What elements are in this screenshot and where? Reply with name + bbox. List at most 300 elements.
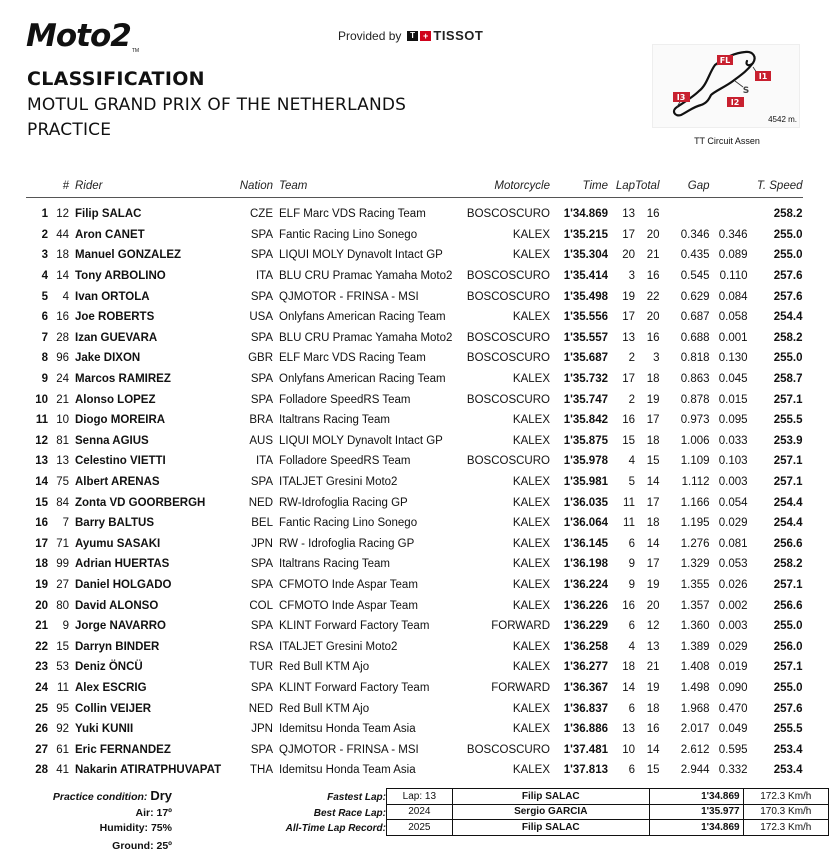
rider-motorcycle: KALEX: [512, 723, 550, 736]
rider-position: 21: [35, 620, 48, 633]
rider-number: 80: [56, 599, 69, 612]
table-row: [26, 492, 803, 513]
rider-number: 9: [62, 620, 69, 633]
session-name: PRACTICE: [27, 120, 112, 140]
lap-time: 1'35.557: [563, 331, 608, 344]
rider-nation: SPA: [250, 290, 273, 303]
rider-name: Adrian HUERTAS: [75, 558, 170, 571]
rider-name: Diogo MOREIRA: [75, 414, 166, 427]
fastest-lap-rider: Filip SALAC: [452, 789, 649, 805]
rider-position: 5: [41, 290, 48, 303]
best-lap-number: 13: [622, 331, 635, 344]
rider-nation: JPN: [251, 723, 273, 736]
gap-to-previous: 0.332: [718, 764, 748, 777]
rider-motorcycle: KALEX: [512, 517, 550, 530]
lap-record-label: All-Time Lap Record:: [285, 823, 386, 834]
best-race-lap-time: 1'35.977: [649, 804, 743, 820]
best-race-lap-speed: 170.3 Km/h: [743, 804, 828, 820]
gap-to-previous: 0.026: [718, 578, 748, 591]
col-speed: T. Speed: [748, 176, 803, 197]
ground-temp: Ground: 25º: [112, 839, 172, 852]
rider-nation: SPA: [250, 743, 273, 756]
rider-number: 71: [56, 537, 69, 550]
table-row: [26, 410, 803, 431]
rider-number: 12: [56, 208, 69, 221]
rider-motorcycle: KALEX: [512, 537, 550, 550]
rider-nation: CZE: [250, 208, 273, 221]
rider-name: Filip SALAC: [75, 208, 142, 221]
lap-record-ref: 2025: [387, 820, 453, 836]
rider-nation: THA: [250, 764, 273, 777]
gap-to-previous: 0.049: [718, 723, 748, 736]
total-laps: 20: [646, 311, 660, 324]
table-row: [26, 451, 803, 472]
rider-position: 24: [35, 681, 48, 694]
best-lap-number: 18: [622, 661, 635, 674]
rider-team: KLINT Forward Factory Team: [279, 620, 430, 633]
gap-to-first: 1.408: [680, 661, 710, 674]
rider-number: 10: [56, 414, 69, 427]
rider-motorcycle: KALEX: [512, 228, 550, 241]
rider-team: Italtrans Racing Team: [279, 414, 391, 427]
rider-nation: SPA: [250, 228, 273, 241]
rider-nation: NED: [248, 702, 273, 715]
rider-team: ELF Marc VDS Racing Team: [279, 208, 426, 221]
col-nation: Nation: [239, 176, 273, 197]
top-speed: 257.1: [773, 455, 803, 468]
rider-motorcycle: KALEX: [512, 702, 550, 715]
fastest-lap-time: 1'34.869: [649, 789, 743, 805]
lap-time: 1'35.875: [563, 434, 608, 447]
rider-number: 99: [56, 558, 69, 571]
gap-to-previous: 0.029: [718, 517, 748, 530]
rider-position: 8: [41, 352, 48, 365]
humidity: Humidity: 75%: [99, 822, 172, 834]
top-speed: 257.1: [773, 393, 803, 406]
gap-to-previous: 0.033: [718, 434, 748, 447]
gap-to-first: [660, 204, 710, 225]
total-laps: 18: [646, 702, 660, 715]
total-laps: 19: [646, 393, 660, 406]
gap-to-first: 0.863: [680, 373, 710, 386]
top-speed: 255.0: [773, 228, 803, 241]
rider-team: QJMOTOR - FRINSA - MSI: [279, 290, 419, 303]
table-row: [26, 719, 803, 740]
lap-time: 1'35.687: [563, 352, 608, 365]
table-row: [26, 245, 803, 266]
rider-motorcycle: KALEX: [512, 558, 550, 571]
track-map: [652, 44, 800, 128]
rider-team: CFMOTO Inde Aspar Team: [279, 578, 418, 591]
table-row: [26, 575, 803, 596]
i3-marker-label: I3: [676, 93, 686, 102]
practice-condition-value: Dry: [150, 788, 172, 803]
fastest-lap-ref: Lap: 13: [387, 789, 453, 805]
rider-number: 96: [56, 352, 69, 365]
top-speed: 255.5: [773, 723, 803, 736]
rider-number: 16: [56, 311, 69, 324]
gap-to-first: 0.878: [680, 393, 710, 406]
rider-name: Albert ARENAS: [75, 476, 160, 489]
top-speed: 256.6: [773, 599, 803, 612]
rider-team: BLU CRU Pramac Yamaha Moto2: [279, 270, 453, 283]
rider-motorcycle: BOSCOSCURO: [466, 290, 550, 303]
lap-time: 1'35.732: [563, 373, 608, 386]
rider-nation: SPA: [250, 249, 273, 262]
col-lap: Lap: [608, 176, 635, 197]
gap-to-first: 0.545: [680, 270, 710, 283]
rider-position: 12: [35, 434, 48, 447]
top-speed: 253.4: [773, 743, 803, 756]
rider-name: Zonta VD GOORBERGH: [75, 496, 206, 509]
rider-number: 41: [56, 764, 69, 777]
rider-motorcycle: KALEX: [512, 578, 550, 591]
gap-to-first: 1.498: [680, 681, 710, 694]
gap-to-previous: 0.002: [718, 599, 748, 612]
lap-time: 1'34.869: [563, 208, 608, 221]
total-laps: 20: [646, 228, 660, 241]
top-speed: 254.4: [773, 496, 803, 509]
gap-to-first: 1.360: [680, 620, 710, 633]
rider-nation: BEL: [251, 517, 273, 530]
practice-condition: [40, 788, 172, 806]
best-lap-number: 15: [622, 434, 635, 447]
total-laps: 22: [646, 290, 660, 303]
rider-team: LIQUI MOLY Dynavolt Intact GP: [279, 434, 443, 447]
best-race-lap-rider: Sergio GARCIA: [452, 804, 649, 820]
rider-motorcycle: KALEX: [512, 661, 550, 674]
rider-number: 28: [56, 331, 69, 344]
best-lap-number: 17: [622, 228, 635, 241]
gap-to-previous: 0.089: [718, 249, 748, 262]
rider-position: 22: [35, 640, 48, 653]
tissot-logo: [407, 28, 483, 43]
gap-to-previous: 0.470: [718, 702, 748, 715]
total-laps: 18: [646, 517, 660, 530]
gap-to-previous: 0.001: [718, 331, 748, 344]
rider-motorcycle: BOSCOSCURO: [466, 352, 550, 365]
gap-to-first: 1.276: [680, 537, 710, 550]
lap-time: 1'37.481: [563, 743, 608, 756]
table-row: [26, 286, 803, 307]
rider-motorcycle: BOSCOSCURO: [466, 743, 550, 756]
rider-nation: NED: [248, 496, 273, 509]
best-lap-number: 4: [628, 455, 635, 468]
total-laps: 15: [646, 764, 660, 777]
total-laps: 18: [646, 434, 660, 447]
rider-number: 61: [56, 743, 69, 756]
practice-condition-label: Practice condition:: [52, 791, 148, 803]
top-speed: 253.9: [773, 434, 803, 447]
rider-name: Deniz ÖNCÜ: [75, 661, 143, 674]
best-lap-number: 17: [622, 373, 635, 386]
sponsor-name: TISSOT: [433, 28, 484, 43]
rider-nation: JPN: [251, 537, 273, 550]
table-row: [26, 307, 803, 328]
lap-records-labels: [210, 790, 386, 837]
rider-motorcycle: BOSCOSCURO: [466, 393, 550, 406]
rider-number: 14: [56, 270, 69, 283]
rider-number: 11: [57, 681, 69, 694]
rider-name: Collin VEIJER: [75, 702, 152, 715]
rider-number: 75: [56, 476, 69, 489]
best-lap-number: 6: [628, 620, 635, 633]
rider-motorcycle: KALEX: [512, 599, 550, 612]
best-lap-number: 10: [622, 743, 635, 756]
gap-to-previous: 0.019: [718, 661, 748, 674]
table-row: [26, 636, 803, 657]
total-laps: 16: [646, 270, 660, 283]
rider-nation: GBR: [248, 352, 273, 365]
total-laps: 15: [646, 455, 660, 468]
gap-to-first: 0.688: [680, 331, 710, 344]
rider-motorcycle: KALEX: [512, 476, 550, 489]
table-row: [26, 554, 803, 575]
rider-position: 14: [35, 476, 48, 489]
rider-team: ITALJET Gresini Moto2: [279, 476, 398, 489]
table-row: [26, 204, 803, 225]
best-lap-number: 14: [622, 681, 635, 694]
rider-motorcycle: KALEX: [512, 764, 550, 777]
table-row: [26, 534, 803, 555]
rider-position: 9: [41, 373, 48, 386]
air-temp: Air: 17º: [135, 806, 172, 819]
table-row: [26, 225, 803, 246]
top-speed: 254.4: [773, 311, 803, 324]
gap-to-previous: 0.003: [718, 620, 748, 633]
col-diff: [710, 176, 748, 197]
top-speed: 255.0: [773, 681, 803, 694]
rider-team: BLU CRU Pramac Yamaha Moto2: [279, 331, 453, 344]
rider-name: Nakarin ATIRATPHUVAPAT: [75, 764, 222, 777]
rider-position: 17: [35, 537, 48, 550]
table-row: [26, 266, 803, 287]
rider-nation: SPA: [250, 331, 273, 344]
rider-team: Italtrans Racing Team: [279, 558, 391, 571]
lap-record-rider: Filip SALAC: [452, 820, 649, 836]
top-speed: 257.6: [773, 290, 803, 303]
rider-number: 7: [62, 517, 69, 530]
best-lap-number: 6: [628, 764, 635, 777]
rider-team: Idemitsu Honda Team Asia: [279, 764, 416, 777]
gap-to-first: 2.944: [680, 764, 710, 777]
rider-name: Ivan ORTOLA: [75, 290, 150, 303]
rider-position: 27: [35, 743, 48, 756]
rider-team: Folladore SpeedRS Team: [279, 455, 411, 468]
rider-name: Jorge NAVARRO: [75, 620, 166, 633]
col-pos: [26, 176, 48, 197]
gap-to-previous: 0.110: [719, 270, 748, 283]
table-row: [26, 472, 803, 493]
table-row: [26, 739, 803, 760]
fastest-lap-row: [387, 789, 829, 805]
rider-nation: SPA: [250, 681, 273, 694]
i1-marker-label: I1: [758, 72, 768, 81]
rider-team: Red Bull KTM Ajo: [279, 702, 370, 715]
rider-nation: AUS: [249, 434, 273, 447]
lap-time: 1'35.414: [563, 270, 608, 283]
provided-by-label: Provided by: [338, 28, 402, 43]
rider-team: CFMOTO Inde Aspar Team: [279, 599, 418, 612]
total-laps: 17: [646, 414, 660, 427]
rider-nation: COL: [249, 599, 273, 612]
total-laps: 17: [646, 496, 660, 509]
logo-trademark: TM: [131, 48, 140, 54]
best-race-lap-label: Best Race Lap:: [313, 807, 386, 819]
best-lap-number: 4: [628, 640, 635, 653]
top-speed: 254.4: [773, 517, 803, 530]
best-lap-number: 6: [628, 702, 635, 715]
rider-name: Senna AGIUS: [75, 434, 149, 447]
fastest-lap-label: Fastest Lap:: [327, 792, 386, 803]
rider-nation: USA: [249, 311, 273, 324]
rider-position: 7: [41, 331, 48, 344]
total-laps: 18: [646, 373, 660, 386]
gap-to-first: 1.195: [680, 517, 710, 530]
table-row: [26, 328, 803, 349]
rider-name: Izan GUEVARA: [75, 331, 158, 344]
rider-name: Jake DIXON: [75, 352, 141, 365]
gap-to-previous: 0.103: [718, 455, 748, 468]
rider-nation: BRA: [249, 414, 273, 427]
rider-motorcycle: KALEX: [512, 373, 550, 386]
total-laps: 12: [646, 620, 660, 633]
classification-table: [26, 176, 803, 781]
rider-name: Yuki KUNII: [75, 723, 134, 736]
best-lap-number: 2: [628, 352, 635, 365]
rider-position: 16: [35, 517, 48, 530]
rider-motorcycle: KALEX: [512, 496, 550, 509]
gap-to-first: 0.818: [680, 352, 710, 365]
rider-name: David ALONSO: [75, 599, 159, 612]
top-speed: 255.0: [773, 352, 803, 365]
table-row: [26, 616, 803, 637]
rider-motorcycle: KALEX: [512, 640, 550, 653]
gap-to-previous: 0.084: [718, 290, 748, 303]
rider-number: 13: [56, 455, 69, 468]
rider-name: Alonso LOPEZ: [75, 393, 156, 406]
rider-name: Ayumu SASAKI: [75, 537, 161, 550]
lap-time: 1'36.226: [563, 599, 608, 612]
total-laps: 20: [646, 599, 660, 612]
top-speed: 255.0: [773, 620, 803, 633]
total-laps: 19: [646, 578, 660, 591]
rider-name: Barry BALTUS: [75, 517, 155, 530]
moto2-logo: [26, 18, 139, 54]
table-row: [26, 513, 803, 534]
lap-record-row: [387, 820, 829, 836]
rider-position: 18: [35, 558, 48, 571]
lap-time: 1'35.842: [563, 414, 608, 427]
top-speed: 258.7: [773, 373, 803, 386]
lap-time: 1'36.367: [563, 681, 608, 694]
total-laps: 17: [646, 558, 660, 571]
rider-nation: SPA: [250, 578, 273, 591]
total-laps: 16: [646, 723, 660, 736]
top-speed: 255.5: [773, 414, 803, 427]
rider-position: 25: [35, 702, 48, 715]
rider-number: 15: [56, 640, 69, 653]
lap-time: 1'36.886: [563, 723, 608, 736]
total-laps: 14: [646, 743, 660, 756]
rider-position: 15: [35, 496, 48, 509]
total-laps: 21: [646, 249, 660, 262]
table-row: [26, 760, 803, 781]
gap-to-previous: 0.346: [718, 228, 748, 241]
rider-position: 6: [41, 311, 48, 324]
rider-position: 4: [41, 270, 48, 283]
track-name: TT Circuit Assen: [694, 136, 760, 146]
best-lap-number: 3: [628, 270, 635, 283]
total-laps: 14: [646, 476, 660, 489]
fl-marker-label: FL: [719, 56, 731, 65]
rider-position: 10: [35, 393, 48, 406]
table-row: [26, 698, 803, 719]
top-speed: 256.0: [773, 640, 803, 653]
rider-nation: ITA: [255, 455, 273, 468]
rider-name: Daniel HOLGADO: [75, 578, 172, 591]
rider-number: 18: [56, 249, 69, 262]
rider-number: 21: [56, 393, 69, 406]
rider-team: Fantic Racing Lino Sonego: [279, 517, 418, 530]
rider-name: Darryn BINDER: [75, 640, 160, 653]
gap-to-first: 1.112: [681, 476, 710, 489]
best-lap-number: 13: [622, 723, 635, 736]
rider-nation: SPA: [250, 558, 273, 571]
rider-team: QJMOTOR - FRINSA - MSI: [279, 743, 419, 756]
rider-team: ELF Marc VDS Racing Team: [279, 352, 426, 365]
best-lap-number: 20: [622, 249, 635, 262]
rider-name: Alex ESCRIG: [75, 681, 147, 694]
table-row: [26, 595, 803, 616]
rider-name: Tony ARBOLINO: [75, 270, 166, 283]
gap-to-first: 1.968: [680, 702, 710, 715]
table-row: [26, 431, 803, 452]
table-row: [26, 657, 803, 678]
gap-to-first: 1.166: [680, 496, 710, 509]
tissot-t-icon: T: [407, 31, 418, 41]
lap-time: 1'35.556: [563, 311, 608, 324]
col-time: Time: [550, 176, 608, 197]
total-laps: 16: [646, 331, 660, 344]
rider-position: 13: [35, 455, 48, 468]
top-speed: 253.4: [773, 764, 803, 777]
col-team: Team: [273, 176, 463, 197]
rider-motorcycle: FORWARD: [491, 620, 550, 633]
total-laps: 3: [653, 352, 660, 365]
rider-team: RW-Idrofoglia Racing GP: [279, 496, 408, 509]
gap-to-previous: 0.029: [718, 640, 748, 653]
rider-team: RW - Idrofoglia Racing GP: [279, 537, 415, 550]
i2-marker-label: I2: [730, 98, 740, 107]
gap-to-first: 2.017: [680, 723, 710, 736]
rider-name: Manuel GONZALEZ: [75, 249, 182, 262]
gap-to-previous: 0.045: [718, 373, 748, 386]
lap-time: 1'36.145: [563, 537, 608, 550]
rider-nation: SPA: [250, 620, 273, 633]
rider-position: 3: [41, 249, 48, 262]
table-row: [26, 348, 803, 369]
lap-time: 1'37.813: [563, 764, 608, 777]
total-laps: 19: [646, 681, 660, 694]
best-lap-number: 17: [622, 311, 635, 324]
speed-trap-marker-label: S: [742, 86, 750, 96]
lap-time: 1'36.837: [563, 702, 608, 715]
lap-time: 1'36.035: [563, 496, 608, 509]
col-rider: Rider: [69, 176, 239, 197]
rider-team: Folladore SpeedRS Team: [279, 393, 411, 406]
col-gap: Gap: [660, 176, 710, 197]
